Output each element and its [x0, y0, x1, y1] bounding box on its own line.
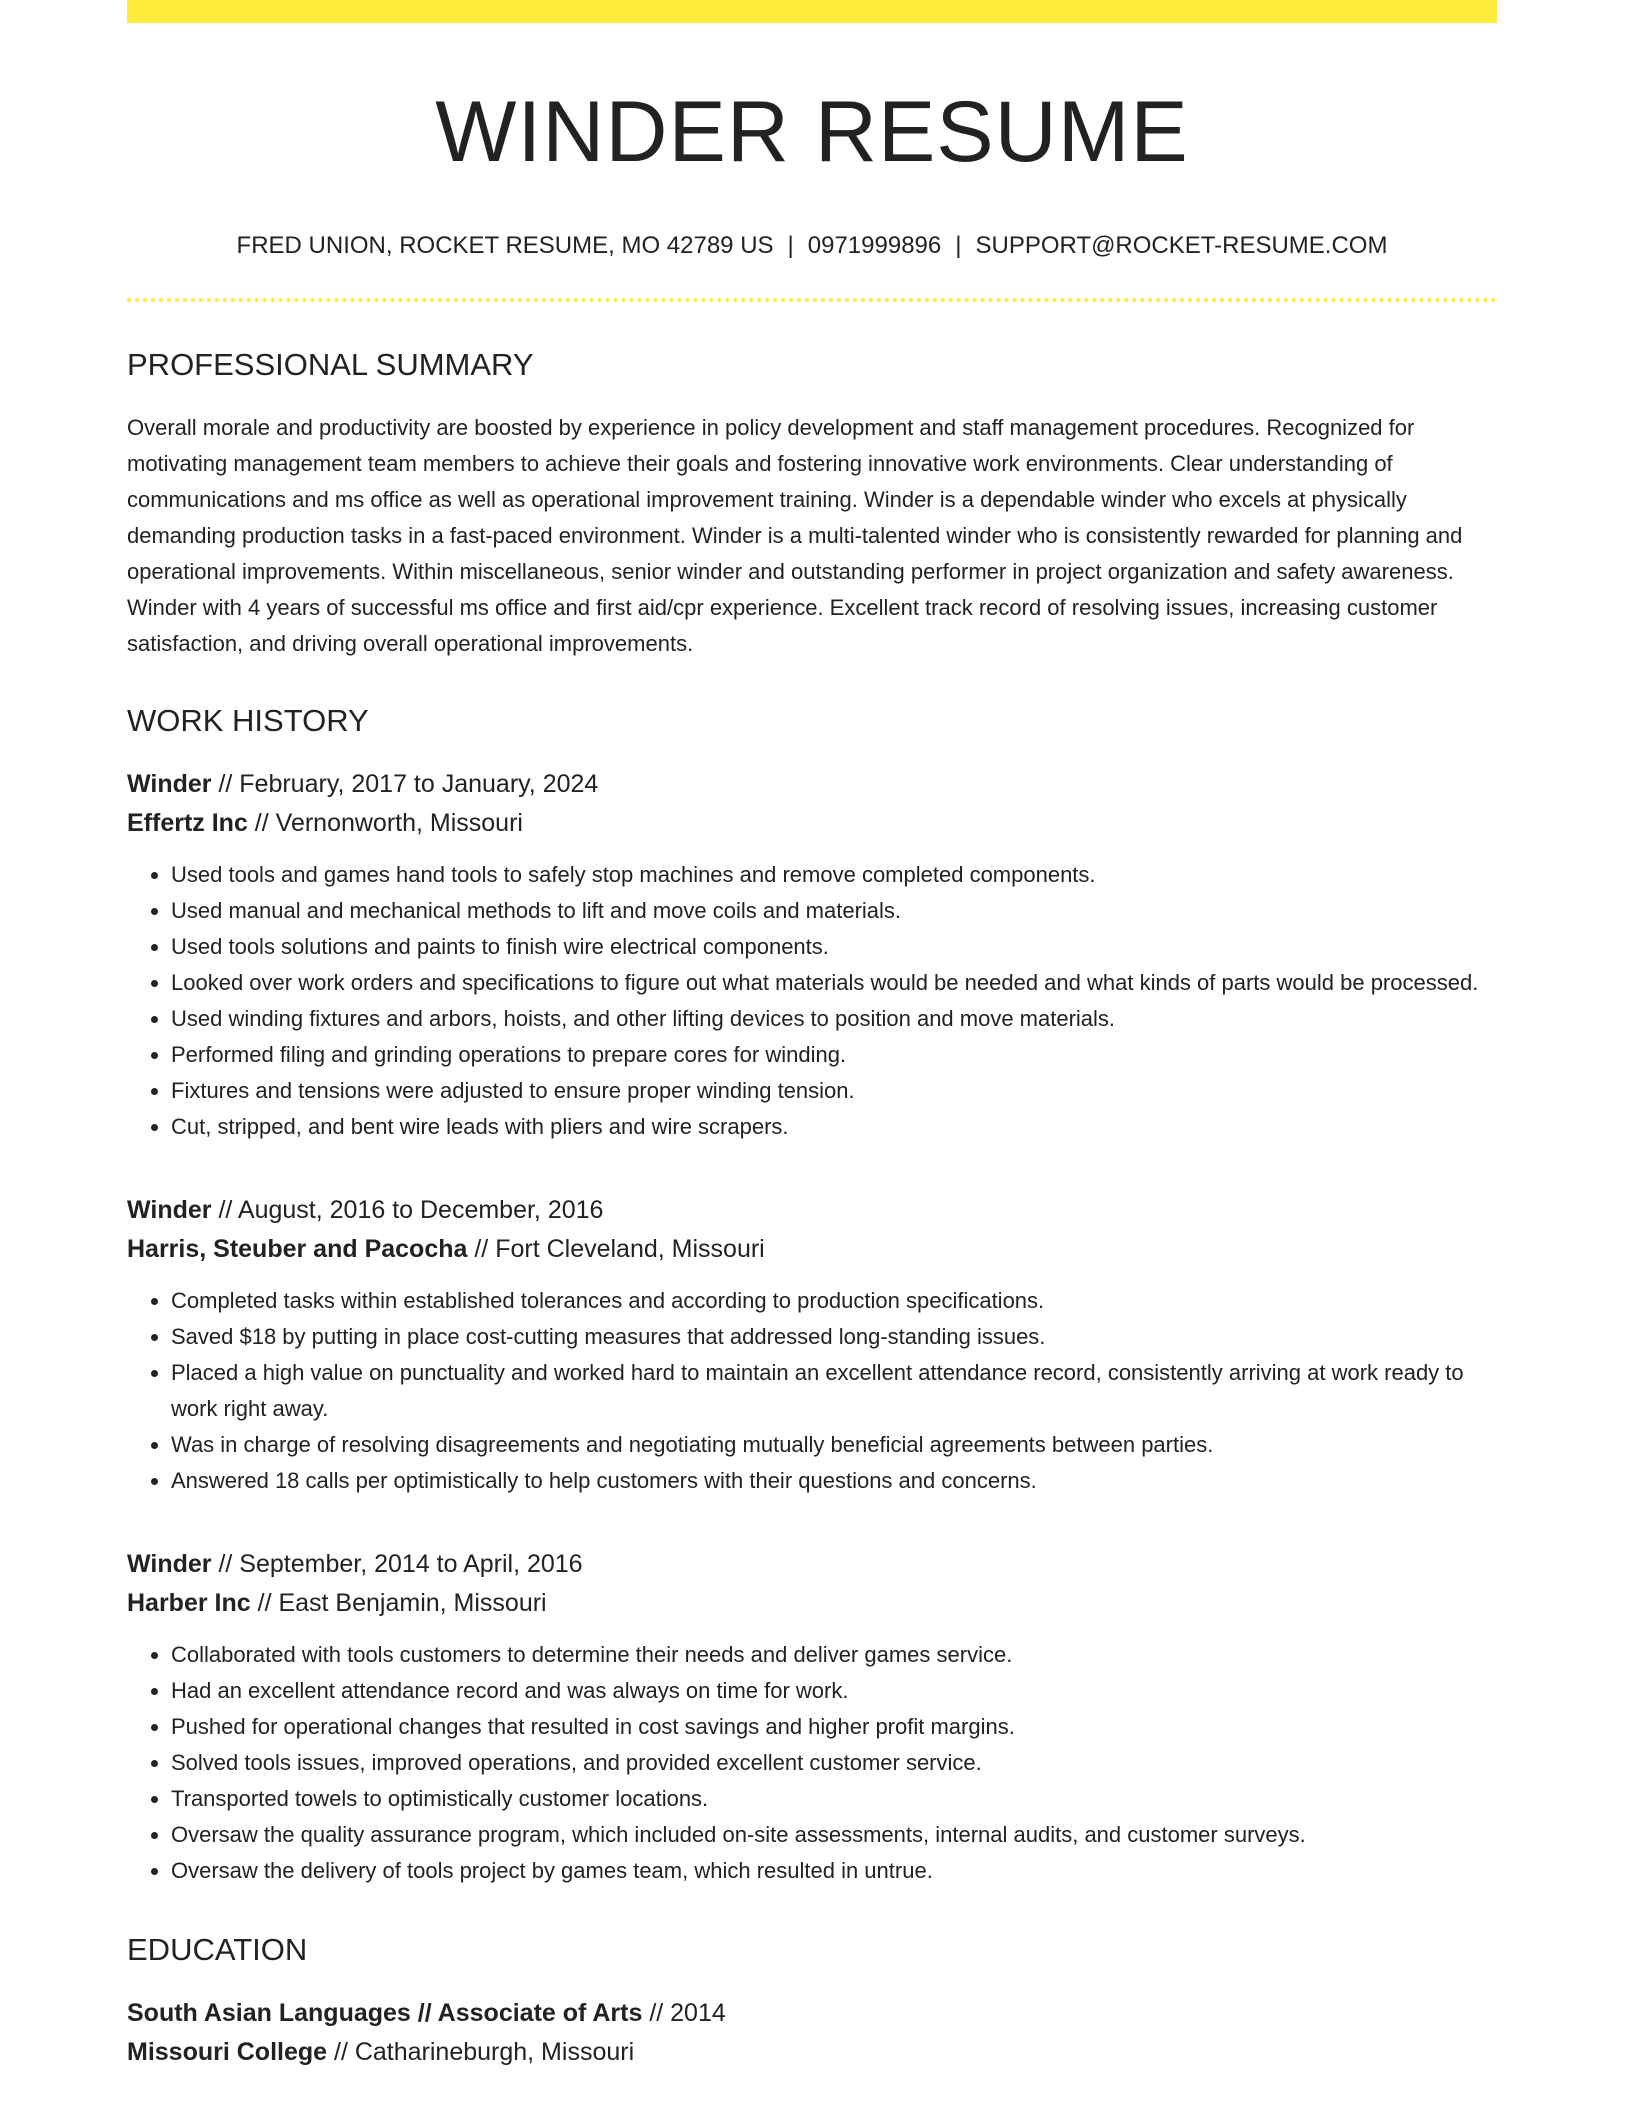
job-title: Winder: [127, 769, 212, 798]
job-company: Harber Inc: [127, 1588, 251, 1617]
education-heading: EDUCATION: [127, 1931, 308, 1967]
job-company: Effertz Inc: [127, 808, 248, 837]
contact-line: [127, 232, 1497, 261]
job-location: // East Benjamin, Missouri: [250, 1588, 547, 1617]
duty-list-item: • Used winding fixtures and arbors, hoists, and other lifting devices to position and move materials.: [171, 1001, 1497, 1037]
education-degree: South Asian Languages // Associate of Arts: [127, 1998, 643, 2027]
job-duties-list: [127, 857, 1497, 1145]
duty-list-item: • Used tools solutions and paints to finish wire electrical components.: [171, 929, 1497, 965]
education-school-line: [127, 2033, 1497, 2072]
duty-list-item: • Solved tools issues, improved operations, and provided excellent customer service.: [171, 1745, 1497, 1781]
contact-separator: |: [787, 231, 794, 259]
education-year: // 2014: [642, 1998, 726, 2027]
duty-list-item: • Looked over work orders and specifications to figure out what materials would be needed and what kinds of parts would be processed.: [171, 965, 1497, 1001]
duty-list-item: • Was in charge of resolving disagreements and negotiating mutually beneficial agreements between parties.: [171, 1427, 1497, 1463]
education-school: Missouri College: [127, 2037, 328, 2066]
duty-list-item: • Performed filing and grinding operations to prepare cores for winding.: [171, 1037, 1497, 1073]
duty-list-item: • Answered 18 calls per optimistically to help customers with their questions and concerns.: [171, 1463, 1497, 1499]
duty-list-item: • Placed a high value on punctuality and worked hard to maintain an excellent attendance record, consistently arriving at work ready to work right away.: [171, 1355, 1497, 1427]
contact-separator: |: [955, 231, 962, 259]
job-dates: // September, 2014 to April, 2016: [211, 1549, 583, 1578]
resume-title: WINDER RESUME: [435, 84, 1189, 180]
resume-content: [127, 23, 1497, 2072]
job-company-line: [127, 1584, 1497, 1623]
duty-list-item: • Had an excellent attendance record and was always on time for work.: [171, 1673, 1497, 1709]
job-entry: [127, 1191, 1497, 1499]
contact-email: SUPPORT@ROCKET-RESUME.COM: [975, 231, 1388, 259]
duty-list-item: • Collaborated with tools customers to determine their needs and deliver games service.: [171, 1637, 1497, 1673]
job-company-line: [127, 804, 1497, 843]
job-entry: [127, 765, 1497, 1145]
job-title: Winder: [127, 1549, 212, 1578]
summary-heading: PROFESSIONAL SUMMARY: [127, 347, 534, 383]
duty-list-item: • Oversaw the delivery of tools project by games team, which resulted in untrue.: [171, 1853, 1497, 1889]
duty-list-item: • Saved $18 by putting in place cost-cutting measures that addressed long-standing issues.: [171, 1319, 1497, 1355]
duty-list-item: • Oversaw the quality assurance program, which included on-site assessments, internal audits, and customer surveys.: [171, 1817, 1497, 1853]
summary-text: Overall morale and productivity are boosted by experience in policy development and staff management procedures. Recognized for motivating management team members to achieve their goals and fostering innovative work environments. Clear understanding of communications and ms office as well as operational improvement training. Winder is a dependable winder who excels at physically demanding production tasks in a fast-paced environment. Winder is a multi-talented winder who is consistently rewarded for planning and operational improvements. Within miscellaneous, senior winder and outstanding performer in project organization and safety awareness. Winder with 4 years of successful ms office and first aid/cpr experience. Excellent track record of resolving issues, increasing customer satisfaction, and driving overall operational improvements.: [127, 414, 1463, 656]
job-dates: // August, 2016 to December, 2016: [211, 1195, 604, 1224]
work-history-list: [127, 765, 1497, 1889]
job-title-line: [127, 1191, 1497, 1230]
duty-list-item: • Cut, stripped, and bent wire leads with pliers and wire scrapers.: [171, 1109, 1497, 1145]
contact-phone: 0971999896: [807, 231, 942, 259]
job-title: Winder: [127, 1195, 212, 1224]
duty-list-item: • Fixtures and tensions were adjusted to ensure proper winding tension.: [171, 1073, 1497, 1109]
job-dates: // February, 2017 to January, 2024: [211, 769, 599, 798]
duty-list-item: • Used manual and mechanical methods to lift and move coils and materials.: [171, 893, 1497, 929]
education-entry: [127, 1994, 1497, 2072]
job-entry: [127, 1545, 1497, 1889]
education-degree-line: [127, 1994, 1497, 2033]
dotted-divider: [127, 298, 1497, 302]
duty-list-item: • Transported towels to optimistically customer locations.: [171, 1781, 1497, 1817]
job-duties-list: [127, 1637, 1497, 1889]
job-title-line: [127, 765, 1497, 804]
job-company: Harris, Steuber and Pacocha: [127, 1234, 468, 1263]
duty-list-item: • Pushed for operational changes that resulted in cost savings and higher profit margins.: [171, 1709, 1497, 1745]
duty-list-item: • Completed tasks within established tolerances and according to production specifications.: [171, 1283, 1497, 1319]
duty-list-item: • Used tools and games hand tools to safely stop machines and remove completed components.: [171, 857, 1497, 893]
job-duties-list: [127, 1283, 1497, 1499]
job-title-line: [127, 1545, 1497, 1584]
education-location: // Catharineburgh, Missouri: [327, 2037, 635, 2066]
work-history-heading: WORK HISTORY: [127, 702, 369, 738]
accent-bar: [127, 0, 1497, 23]
contact-address: FRED UNION, ROCKET RESUME, MO 42789 US: [236, 231, 774, 259]
job-location: // Vernonworth, Missouri: [247, 808, 523, 837]
job-company-line: [127, 1230, 1497, 1269]
job-location: // Fort Cleveland, Missouri: [467, 1234, 765, 1263]
